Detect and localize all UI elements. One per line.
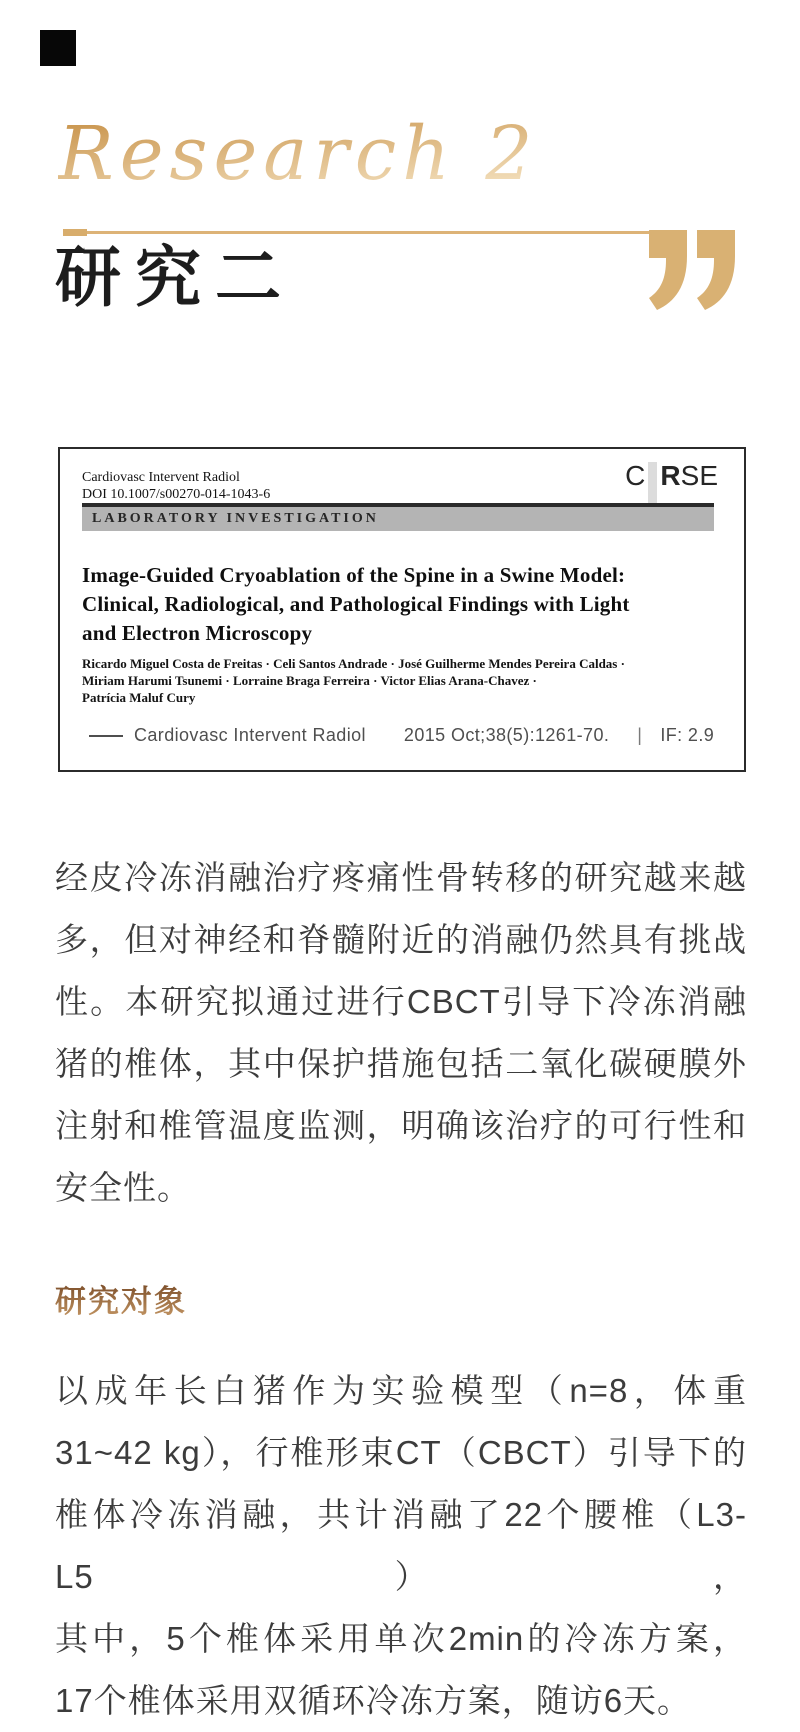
cirse-logo-i-bar	[648, 462, 657, 504]
paper-authors	[82, 655, 625, 706]
abstract-line: 猪的椎体，其中保护措施包括二氧化碳硬膜外	[55, 1045, 747, 1082]
journal-doi: DOI 10.1007/s00270-014-1043-6	[82, 487, 271, 502]
cirse-logo-se: SE	[680, 460, 718, 491]
subjects-line: 其中，5个椎体采用单次2min的冷冻方案，	[55, 1620, 747, 1657]
cirse-logo	[625, 462, 718, 504]
abstract-line: 经皮冷冻消融治疗疼痛性骨转移的研究越来越	[55, 859, 747, 896]
closing-quote-icon	[649, 230, 737, 312]
paper-title	[82, 561, 630, 648]
journal-name: Cardiovasc Intervent Radiol	[82, 470, 240, 485]
paper-title-line: Image-Guided Cryoablation of the Spine in a Swine Model:	[82, 563, 626, 587]
paper-authors-line: Miriam Harumi Tsunemi · Lorraine Braga Ferreira · Victor Elias Arana-Chavez ·	[82, 673, 537, 688]
abstract-line: 安全性。	[55, 1169, 191, 1206]
citation-issue: 2015 Oct;38(5):1261-70.	[403, 725, 610, 745]
cirse-logo-r: R	[660, 460, 681, 491]
script-title: Research 2	[58, 111, 539, 197]
paper-title-line: Clinical, Radiological, and Pathological Findings with Light	[82, 592, 630, 616]
subjects-line: 以成年长白猪作为实验模型（n=8，体重	[55, 1372, 747, 1409]
paper-title-line: and Electron Microscopy	[82, 621, 313, 645]
black-square-decoration	[40, 30, 76, 66]
citation-separator: |	[637, 725, 643, 745]
cirse-logo-c: C	[625, 460, 646, 491]
gold-divider-dash	[63, 229, 87, 236]
section-label: LABORATORY INVESTIGATION	[92, 511, 379, 526]
abstract-paragraph	[55, 847, 747, 1219]
paper-citation	[89, 725, 714, 746]
journal-article-card	[58, 447, 746, 772]
section-label-bar	[82, 507, 714, 531]
paper-authors-line: Patrícia Maluf Cury	[82, 690, 196, 705]
section-heading-study-subjects: 研究对象	[55, 1282, 187, 1322]
citation-journal: Cardiovasc Intervent Radiol	[134, 725, 366, 745]
abstract-line: 多，但对神经和脊髓附近的消融仍然具有挑战	[55, 921, 747, 958]
paper-authors-line: Ricardo Miguel Costa de Freitas · Celi Santos Andrade · José Guilherme Mendes Pereira Caldas ·	[82, 656, 625, 671]
gold-divider-line	[63, 231, 650, 234]
abstract-line: 注射和椎管温度监测，明确该治疗的可行性和	[55, 1107, 747, 1144]
citation-dash	[89, 735, 123, 737]
page-title: 研究二	[55, 242, 295, 315]
study-subjects-paragraph	[55, 1360, 747, 1732]
subjects-line: 椎体冷冻消融，共计消融了22个腰椎（L3-L5），	[55, 1496, 747, 1595]
citation-impact-factor: IF: 2.9	[660, 725, 715, 745]
abstract-line: 性。本研究拟通过进行CBCT引导下冷冻消融	[55, 983, 747, 1020]
subjects-line: 31~42 kg），行椎形束CT（CBCT）引导下的	[55, 1434, 747, 1471]
subjects-line: 17个椎体采用双循环冷冻方案，随访6天。	[55, 1682, 692, 1719]
